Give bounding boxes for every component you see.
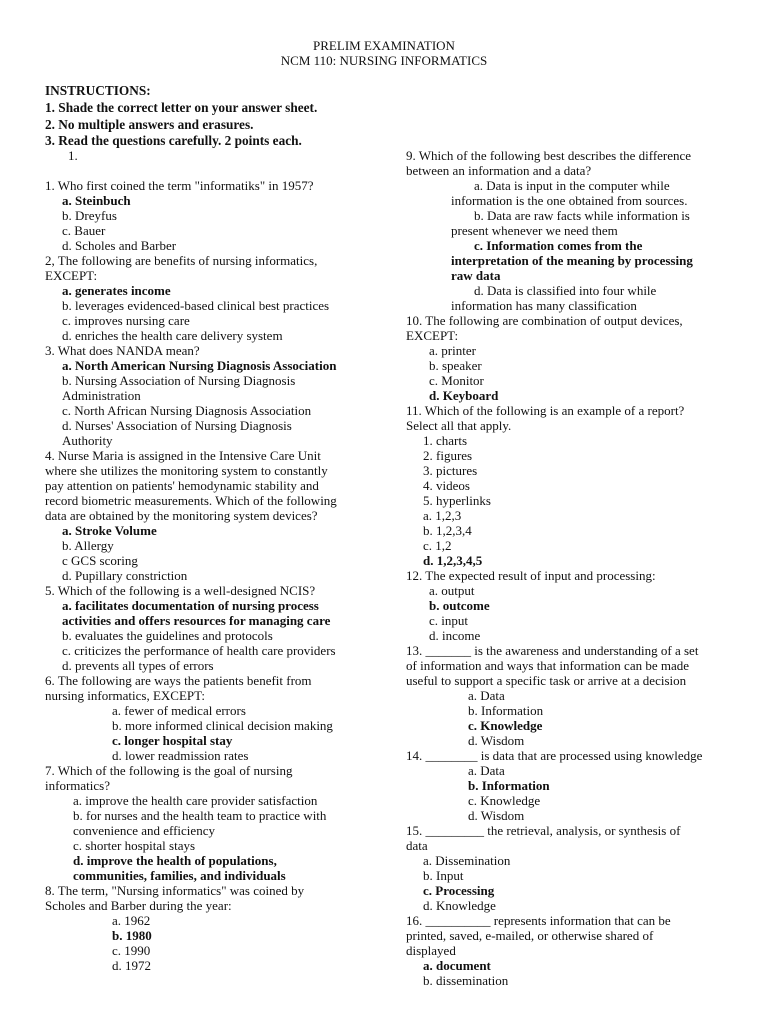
answer-option: information has many classification — [451, 298, 637, 313]
answer-option: communities, families, and individuals — [73, 868, 286, 883]
question-text: 15. _________ the retrieval, analysis, or synthesis of — [406, 823, 681, 838]
answer-option: c. longer hospital stay — [112, 733, 233, 748]
question-text: 12. The expected result of input and processing: — [406, 568, 656, 583]
answer-option: a. Dissemination — [423, 853, 511, 868]
answer-option: a. generates income — [62, 283, 171, 298]
answer-option: b. dissemination — [423, 973, 509, 988]
answer-option: b. more informed clinical decision making — [112, 718, 333, 733]
answer-option: b. for nurses and the health team to practice with — [73, 808, 327, 823]
answer-option: a. improve the health care provider satisfaction — [73, 793, 318, 808]
answer-option: d. enriches the health care delivery system — [62, 328, 283, 343]
answer-option: c. 1990 — [112, 943, 151, 958]
answer-option: d. Nurses' Association of Nursing Diagnosis — [62, 418, 292, 433]
answer-option: d. Wisdom — [468, 808, 525, 823]
answer-option: c. Bauer — [62, 223, 106, 238]
answer-option: d. prevents all types of errors — [62, 658, 214, 673]
question-text: 10. The following are combination of output devices, — [406, 313, 683, 328]
answer-option: Scholes and Barber during the year: — [45, 898, 232, 913]
answer-option: between an information and a data? — [406, 163, 592, 178]
answer-option: 2. figures — [423, 448, 473, 463]
question-text: 6. The following are ways the patients benefit from — [45, 673, 312, 688]
answer-option: a. 1962 — [112, 913, 151, 928]
answer-option: of information and ways that information can be made — [406, 658, 690, 673]
question-text: 11. Which of the following is an example of a report? — [406, 403, 685, 418]
question-text: 8. The term, "Nursing informatics" was coined by — [45, 883, 305, 898]
answer-option: d. 1972 — [112, 958, 151, 973]
answer-option: b. Information — [468, 778, 550, 793]
exam-header — [0, 38, 768, 68]
exam-subtitle: NCM 110: NURSING INFORMATICS — [280, 53, 488, 68]
answer-option: d. Wisdom — [468, 733, 525, 748]
answer-option: EXCEPT: — [406, 328, 459, 343]
answer-option: d. 1,2,3,4,5 — [423, 553, 483, 568]
answer-option: displayed — [406, 943, 456, 958]
answer-option: b. Dreyfus — [62, 208, 117, 223]
answer-option: c. Monitor — [429, 373, 484, 388]
left-question-column — [45, 148, 390, 973]
exam-title: PRELIM EXAMINATION — [313, 38, 455, 53]
answer-option: Authority — [62, 433, 113, 448]
answer-option: a. facilitates documentation of nursing process — [62, 598, 319, 613]
answer-option: a. Data — [468, 763, 505, 778]
answer-option: d. Data is classified into four while — [474, 283, 657, 298]
answer-option: a. fewer of medical errors — [112, 703, 246, 718]
question-text: 5. Which of the following is a well-designed NCIS? — [45, 583, 316, 598]
answer-option: c. North African Nursing Diagnosis Association — [62, 403, 312, 418]
question-text: 9. Which of the following best describes the difference — [406, 148, 692, 163]
answer-option: pay attention on patients' hemodynamic stability and — [45, 478, 319, 493]
answer-option: raw data — [451, 268, 501, 283]
answer-option: c. criticizes the performance of health care providers — [62, 643, 336, 658]
answer-option: 1. — [68, 148, 78, 163]
answer-option: present whenever we need them — [451, 223, 618, 238]
answer-option: a. Data is input in the computer while — [474, 178, 670, 193]
answer-option: Administration — [62, 388, 141, 403]
answer-option: d. Keyboard — [429, 388, 499, 403]
answer-option: a. output — [429, 583, 475, 598]
answer-option: 4. videos — [423, 478, 470, 493]
answer-option: 3. pictures — [423, 463, 478, 478]
answer-option: b. speaker — [429, 358, 482, 373]
answer-option: record biometric measurements. Which of the following — [45, 493, 337, 508]
answer-option: b. evaluates the guidelines and protocols — [62, 628, 273, 643]
answer-option: 1. charts — [423, 433, 468, 448]
answer-option: d. improve the health of populations, — [73, 853, 277, 868]
question-text: 13. _______ is the awareness and understanding of a set — [406, 643, 699, 658]
instruction-item: 2. No multiple answers and erasures. — [45, 116, 254, 132]
question-text: 2, The following are benefits of nursing informatics, — [45, 253, 318, 268]
answer-option: b. 1,2,3,4 — [423, 523, 472, 538]
question-text: 4. Nurse Maria is assigned in the Intensive Care Unit — [45, 448, 321, 463]
right-question-column — [406, 148, 736, 988]
answer-option: c. Information comes from the — [474, 238, 643, 253]
answer-option: interpretation of the meaning by processing — [451, 253, 693, 268]
question-text: 16. __________ represents information that can be — [406, 913, 671, 928]
question-text: 7. Which of the following is the goal of nursing — [45, 763, 293, 778]
answer-option: a. printer — [429, 343, 476, 358]
instructions-block — [45, 83, 385, 150]
answer-option: activities and offers resources for managing care — [62, 613, 331, 628]
instructions-heading: INSTRUCTIONS: — [45, 83, 151, 98]
answer-option: c. improves nursing care — [62, 313, 190, 328]
question-text: 1. Who first coined the term "informatiks" in 1957? — [45, 178, 314, 193]
answer-option: convenience and efficiency — [73, 823, 215, 838]
answer-option: Select all that apply. — [406, 418, 512, 433]
instruction-item: 1. Shade the correct letter on your answer sheet. — [45, 99, 318, 115]
answer-option: d. income — [429, 628, 481, 643]
answer-option: data — [406, 838, 428, 853]
answer-option: b. Information — [468, 703, 544, 718]
answer-option: b. Data are raw facts while information is — [474, 208, 690, 223]
answer-option: c. Knowledge — [468, 793, 541, 808]
answer-option: a. Steinbuch — [62, 193, 131, 208]
question-text: 14. ________ is data that are processed using knowledge — [406, 748, 703, 763]
answer-option: b. leverages evidenced-based clinical best practices — [62, 298, 330, 313]
answer-option: useful to support a specific task or arrive at a decision — [406, 673, 687, 688]
answer-option: a. Data — [468, 688, 505, 703]
answer-option: a. document — [423, 958, 491, 973]
answer-option: data are obtained by the monitoring system devices? — [45, 508, 318, 523]
answer-option: c. Knowledge — [468, 718, 543, 733]
answer-option: b. Allergy — [62, 538, 114, 553]
blank-line — [45, 163, 390, 178]
answer-option: EXCEPT: — [45, 268, 98, 283]
answer-option: d. lower readmission rates — [112, 748, 249, 763]
answer-option: a. Stroke Volume — [62, 523, 157, 538]
answer-option: a. 1,2,3 — [423, 508, 462, 523]
answer-option: b. Input — [423, 868, 464, 883]
answer-option: b. Nursing Association of Nursing Diagnosis — [62, 373, 296, 388]
answer-option: printed, saved, e-mailed, or otherwise shared of — [406, 928, 654, 943]
answer-option: a. North American Nursing Diagnosis Association — [62, 358, 337, 373]
answer-option: b. outcome — [429, 598, 490, 613]
answer-option: 5. hyperlinks — [423, 493, 491, 508]
answer-option: c. shorter hospital stays — [73, 838, 196, 853]
answer-option: c. Processing — [423, 883, 495, 898]
answer-option: d. Scholes and Barber — [62, 238, 177, 253]
answer-option: c GCS scoring — [62, 553, 138, 568]
answer-option: c. 1,2 — [423, 538, 452, 553]
question-text: 3. What does NANDA mean? — [45, 343, 200, 358]
answer-option: nursing informatics, EXCEPT: — [45, 688, 206, 703]
answer-option: where she utilizes the monitoring system to constantly — [45, 463, 328, 478]
answer-option: b. 1980 — [112, 928, 152, 943]
answer-option: c. input — [429, 613, 468, 628]
answer-option: informatics? — [45, 778, 110, 793]
answer-option: information is the one obtained from sources. — [451, 193, 688, 208]
answer-option: d. Knowledge — [423, 898, 496, 913]
answer-option: d. Pupillary constriction — [62, 568, 188, 583]
instruction-item: 3. Read the questions carefully. 2 points each. — [45, 133, 302, 149]
